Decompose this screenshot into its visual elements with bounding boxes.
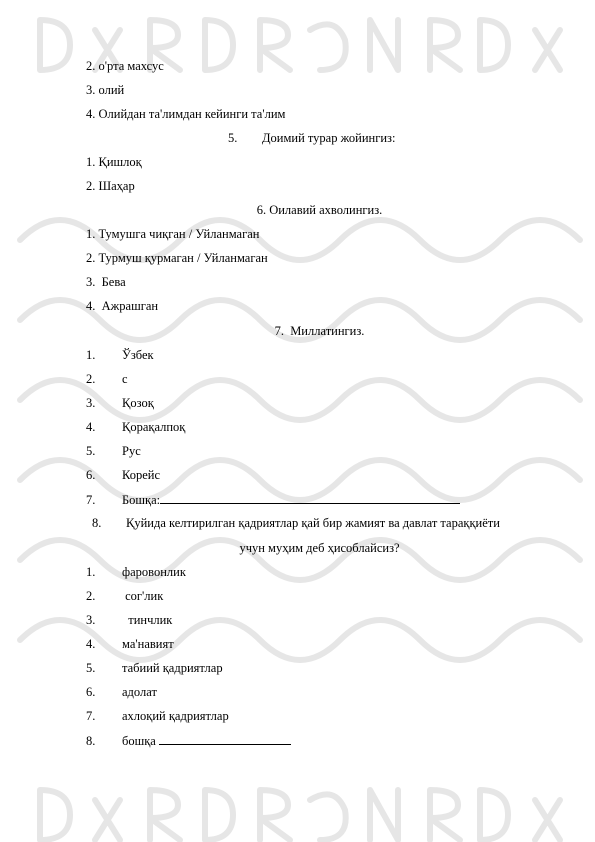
option-text: табиий қадриятлар bbox=[122, 661, 223, 675]
marital-option-3: 3. Бева bbox=[86, 275, 126, 289]
option-text: Ўзбек bbox=[122, 348, 154, 362]
option-number: 2. bbox=[86, 372, 96, 386]
option-number: 3. bbox=[86, 396, 96, 410]
value-option bbox=[86, 612, 172, 628]
option-number: 6. bbox=[86, 468, 96, 482]
education-option-4: 4. Олийдан та'лимдан кейинги та'лим bbox=[86, 107, 286, 121]
option-text: Рус bbox=[122, 444, 141, 458]
question-8-title-line1: Қуйида келтирилган қадриятлар қай бир жамият ва давлат тараққиёти bbox=[126, 516, 500, 530]
other-answer-blank[interactable] bbox=[160, 491, 460, 504]
nationality-option bbox=[86, 347, 154, 363]
option-text: адолат bbox=[122, 685, 157, 699]
nationality-option bbox=[86, 371, 128, 387]
question-8-title-line2: учун муҳим деб ҳисоблайсиз? bbox=[239, 541, 400, 555]
option-text: Қорақалпоқ bbox=[122, 420, 186, 434]
residence-option-2: 2. Шаҳар bbox=[86, 179, 135, 193]
education-option-2: 2. o'рта махсус bbox=[86, 59, 164, 73]
education-option-3: 3. олий bbox=[86, 83, 125, 97]
question-8-number: 8. bbox=[92, 516, 102, 530]
option-text: ма'навият bbox=[122, 637, 174, 651]
option-text: Корейс bbox=[122, 468, 161, 482]
question-8-heading bbox=[92, 515, 500, 531]
option-number: 1. bbox=[86, 565, 96, 579]
option-number: 2. bbox=[86, 589, 96, 603]
question-5-title: Доимий турар жойингиз: bbox=[262, 131, 396, 145]
other-answer-blank[interactable] bbox=[159, 732, 291, 745]
question-5-number: 5. bbox=[228, 131, 238, 145]
nationality-option bbox=[86, 419, 185, 435]
option-number: 8. bbox=[86, 734, 96, 748]
value-option-other bbox=[86, 732, 291, 749]
option-number: 3. bbox=[86, 613, 96, 627]
option-text: фаровонлик bbox=[122, 565, 186, 579]
marital-option-2: 2. Турмуш қурмаган / Уйланмаган bbox=[86, 251, 268, 265]
option-number: 4. bbox=[86, 637, 96, 651]
question-6-title: 6. Оилавий ахволингиз. bbox=[256, 203, 383, 217]
marital-option-1: 1. Тумушга чиқган / Уйланмаган bbox=[86, 227, 260, 241]
value-option bbox=[86, 660, 223, 676]
value-option bbox=[86, 564, 186, 580]
option-text: бошқа bbox=[122, 734, 156, 748]
option-text: тинчлик bbox=[122, 613, 173, 627]
residence-option-1: 1. Қишлоқ bbox=[86, 155, 142, 169]
option-number: 4. bbox=[86, 420, 96, 434]
option-number: 5. bbox=[86, 661, 96, 675]
nationality-option bbox=[86, 395, 154, 411]
marital-option-4: 4. Ажрашган bbox=[86, 299, 159, 313]
option-number: 1. bbox=[86, 348, 96, 362]
nationality-option-other bbox=[86, 491, 460, 508]
value-option bbox=[86, 708, 229, 724]
question-7-title: 7. Миллатингиз. bbox=[274, 324, 365, 338]
option-text: ахлоқий қадриятлар bbox=[122, 709, 229, 723]
question-5-heading bbox=[228, 130, 395, 146]
option-text: с bbox=[122, 372, 128, 386]
option-number: 6. bbox=[86, 685, 96, 699]
option-text: сог'лик bbox=[122, 589, 164, 603]
value-option bbox=[86, 588, 163, 604]
value-option bbox=[86, 684, 157, 700]
option-number: 7. bbox=[86, 709, 96, 723]
nationality-option bbox=[86, 467, 160, 483]
value-option bbox=[86, 636, 174, 652]
option-number: 7. bbox=[86, 493, 96, 507]
nationality-option bbox=[86, 443, 141, 459]
option-text: Қозоқ bbox=[122, 396, 154, 410]
option-number: 5. bbox=[86, 444, 96, 458]
option-text: Бошқа: bbox=[122, 493, 161, 507]
